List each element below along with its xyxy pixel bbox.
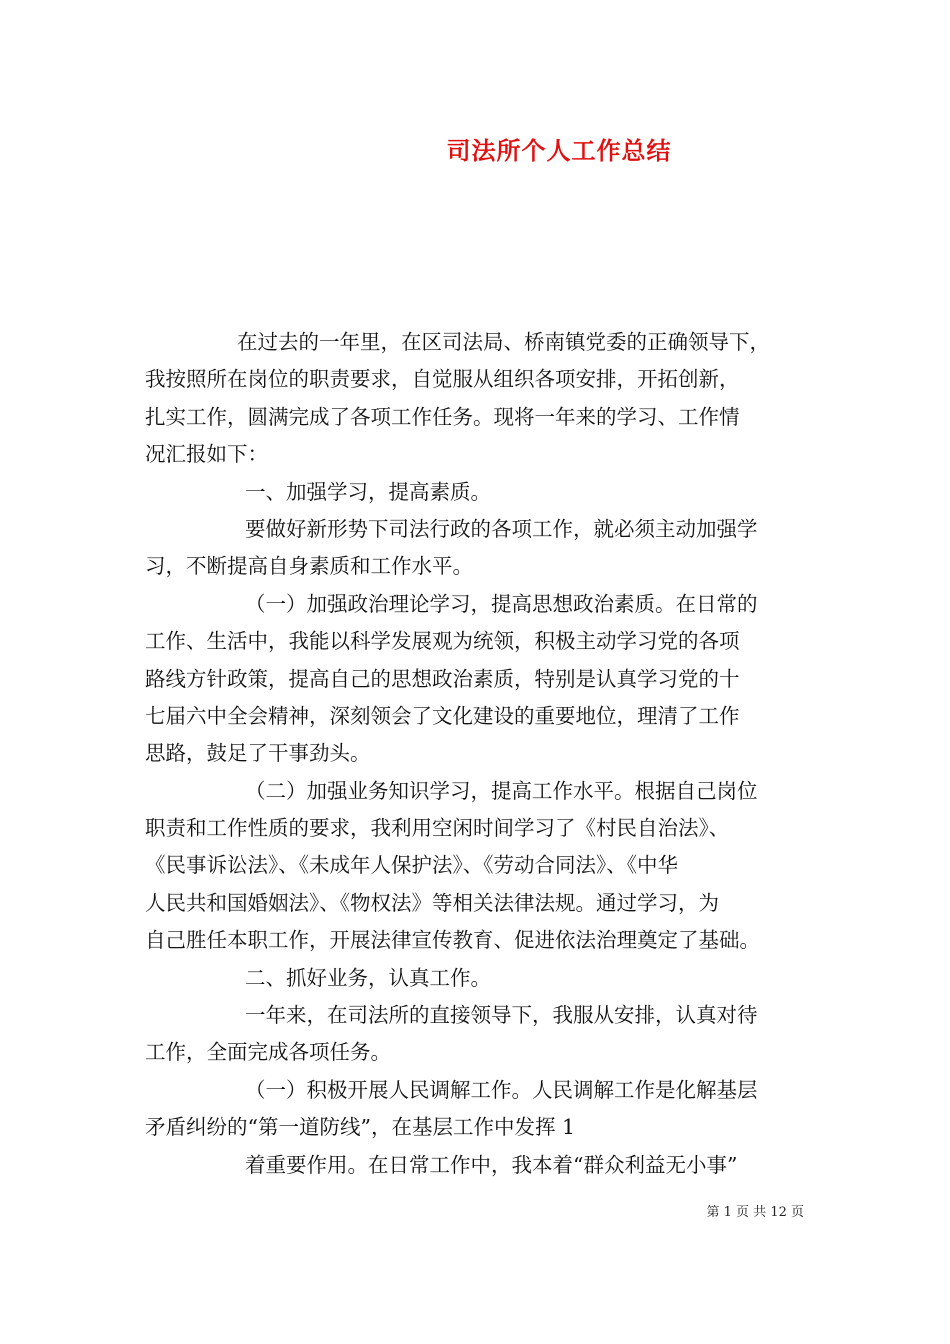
text-line: 自己胜任本职工作，开展法律宣传教育、促进依法治理奠定了基础。 <box>145 928 760 953</box>
text-line: 我按照所在岗位的职责要求，自觉服从组织各项安排，开拓创新， <box>145 367 740 392</box>
text-line: 况汇报如下： <box>145 442 268 467</box>
text-line: 一年来，在司法所的直接领导下，我服从安排，认真对待 <box>245 1003 758 1028</box>
section-heading: 二、抓好业务，认真工作。 <box>245 965 491 990</box>
text-line: 路线方针政策，提高自己的思想政治素质，特别是认真学习党的十 <box>145 666 740 691</box>
document-title: 司法所个人工作总结 <box>446 136 672 165</box>
text-line: 要做好新形势下司法行政的各项工作，就必须主动加强学 <box>245 516 758 541</box>
text-line: 工作、生活中，我能以科学发展观为统领，积极主动学习党的各项 <box>145 629 740 654</box>
text-line: 在过去的一年里，在区司法局、桥南镇党委的正确领导下， <box>237 330 770 354</box>
text-line: 习，不断提高自身素质和工作水平。 <box>145 554 473 579</box>
section-heading: 一、加强学习，提高素质。 <box>245 479 491 504</box>
text-line: 矛盾纠纷的“第一道防线”，在基层工作中发挥 1 <box>145 1115 576 1140</box>
text-line: 七届六中全会精神，深刻领会了文化建设的重要地位，理清了工作 <box>145 703 740 728</box>
text-line: 扎实工作，圆满完成了各项工作任务。现将一年来的学习、工作情 <box>145 404 740 429</box>
text-line: 思路，鼓足了干事劲头。 <box>145 741 371 766</box>
document-body <box>145 324 815 1184</box>
text-line: 着重要作用。在日常工作中，我本着“群众利益无小事” <box>245 1152 738 1177</box>
subsection-heading: （二）加强业务知识学习，提高工作水平。根据自己岗位 <box>245 778 758 803</box>
text-line: 职责和工作性质的要求，我利用空闲时间学习了《村民自治法》、 <box>145 816 730 841</box>
subsection-heading: （一）积极开展人民调解工作。人民调解工作是化解基层 <box>245 1077 758 1102</box>
text-line: 人民共和国婚姻法》、《物权法》等相关法律法规。通过学习，为 <box>145 890 719 915</box>
subsection-heading: （一）加强政治理论学习，提高思想政治素质。在日常的 <box>245 591 758 616</box>
page-number-footer: 第 1 页 共 12 页 <box>706 1205 804 1220</box>
text-line: 《民事诉讼法》、《未成年人保护法》、《劳动合同法》、《中华 <box>145 853 678 878</box>
text-line: 工作，全面完成各项任务。 <box>145 1040 391 1065</box>
